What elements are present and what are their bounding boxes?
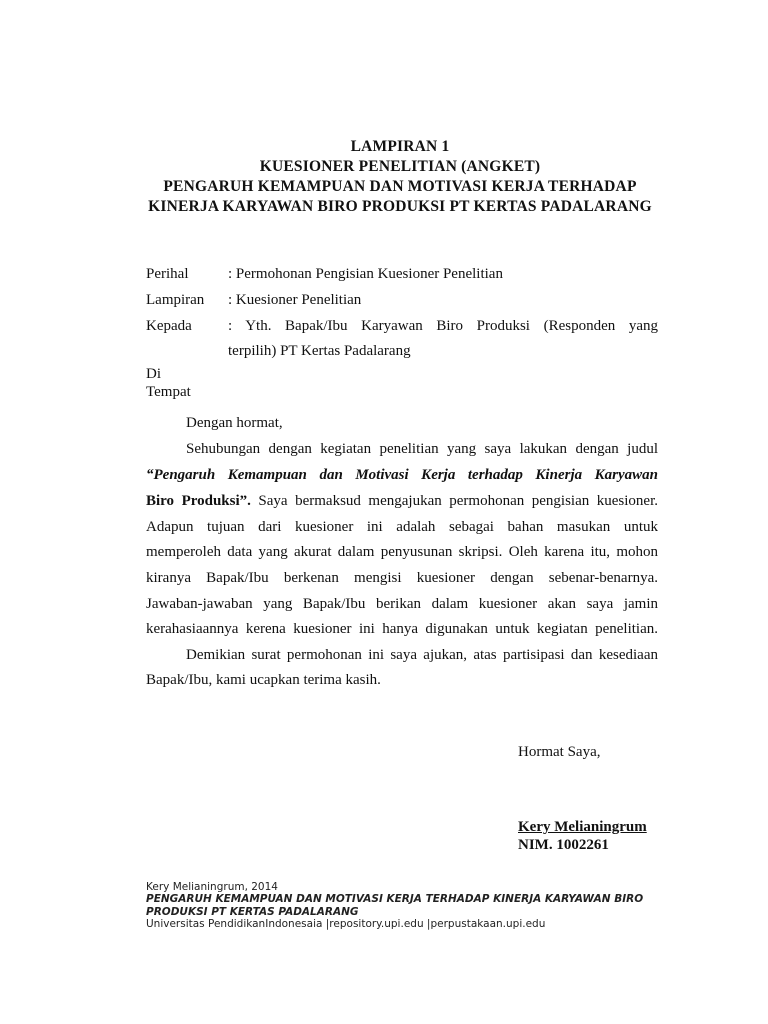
lampiran-value: : Kuesioner Penelitian [228, 292, 362, 308]
paragraph-line [146, 493, 658, 510]
heading-lampiran: LAMPIRAN 1 [350, 138, 450, 155]
study-title-end: Biro Produksi”. [146, 493, 251, 509]
paragraph-line: kerahasiaannya kerena kuesioner ini hanya digunakan untuk kegiatan penelitian. [146, 621, 658, 637]
footer-title-1: PENGARUH KEMAMPUAN DAN MOTIVASI KERJA TERHADAP KINERJA KARYAWAN BIRO [146, 893, 644, 905]
heading-title-2: KINERJA KARYAWAN BIRO PRODUKSI PT KERTAS PADALARANG [148, 198, 652, 215]
lampiran-label: Lampiran [146, 292, 205, 308]
paragraph-line: Adapun tujuan dari kuesioner ini adalah sebagai bahan masukan untuk [146, 519, 658, 535]
signer-name: Kery Melianingrum [518, 819, 647, 835]
heading-title-1: PENGARUH KEMAMPUAN DAN MOTIVASI KERJA TERHADAP [163, 178, 637, 195]
kepada-value-1: : Yth. Bapak/Ibu Karyawan Biro Produksi (Responden yang [228, 318, 658, 334]
footer-title-2: PRODUKSI PT KERTAS PADALARANG [146, 906, 359, 918]
signer-nim: NIM. 1002261 [518, 837, 609, 853]
paragraph-line: kiranya Bapak/Ibu berkenan mengisi kuesioner dengan sebenar-benarnya. [146, 570, 658, 586]
paragraph-line: Jawaban-jawaban yang Bapak/Ibu berikan dalam kuesioner akan saya jamin [146, 596, 658, 612]
paragraph-line-title: “Pengaruh Kemampuan dan Motivasi Kerja terhadap Kinerja Karyawan [146, 467, 658, 483]
greeting: Dengan hormat, [186, 415, 283, 431]
perihal-value: : Permohonan Pengisian Kuesioner Penelitian [228, 266, 503, 282]
paragraph-line: Sehubungan dengan kegiatan penelitian yang saya lakukan dengan judul [186, 441, 658, 457]
tempat-label: Tempat [146, 384, 191, 400]
kepada-value-2: terpilih) PT Kertas Padalarang [228, 343, 411, 359]
kepada-label: Kepada [146, 318, 192, 334]
footer-links: Universitas PendidikanIndonesaia |repository.upi.edu |perpustakaan.upi.edu [146, 918, 546, 930]
di-label: Di [146, 366, 161, 382]
heading-kuesioner: KUESIONER PENELITIAN (ANGKET) [259, 158, 541, 175]
paragraph-line: memperoleh data yang akurat dalam penyusunan skripsi. Oleh karena itu, mohon [146, 544, 658, 560]
closing: Hormat Saya, [518, 744, 601, 760]
footer-author: Kery Melianingrum, 2014 [146, 881, 278, 893]
paragraph-line: Bapak/Ibu, kami ucapkan terima kasih. [146, 672, 381, 688]
paragraph-line: Demikian surat permohonan ini saya ajukan, atas partisipasi dan kesediaan [186, 647, 658, 663]
paragraph-text: Saya bermaksud mengajukan permohonan pengisian kuesioner. [250, 493, 658, 509]
perihal-label: Perihal [146, 266, 189, 282]
